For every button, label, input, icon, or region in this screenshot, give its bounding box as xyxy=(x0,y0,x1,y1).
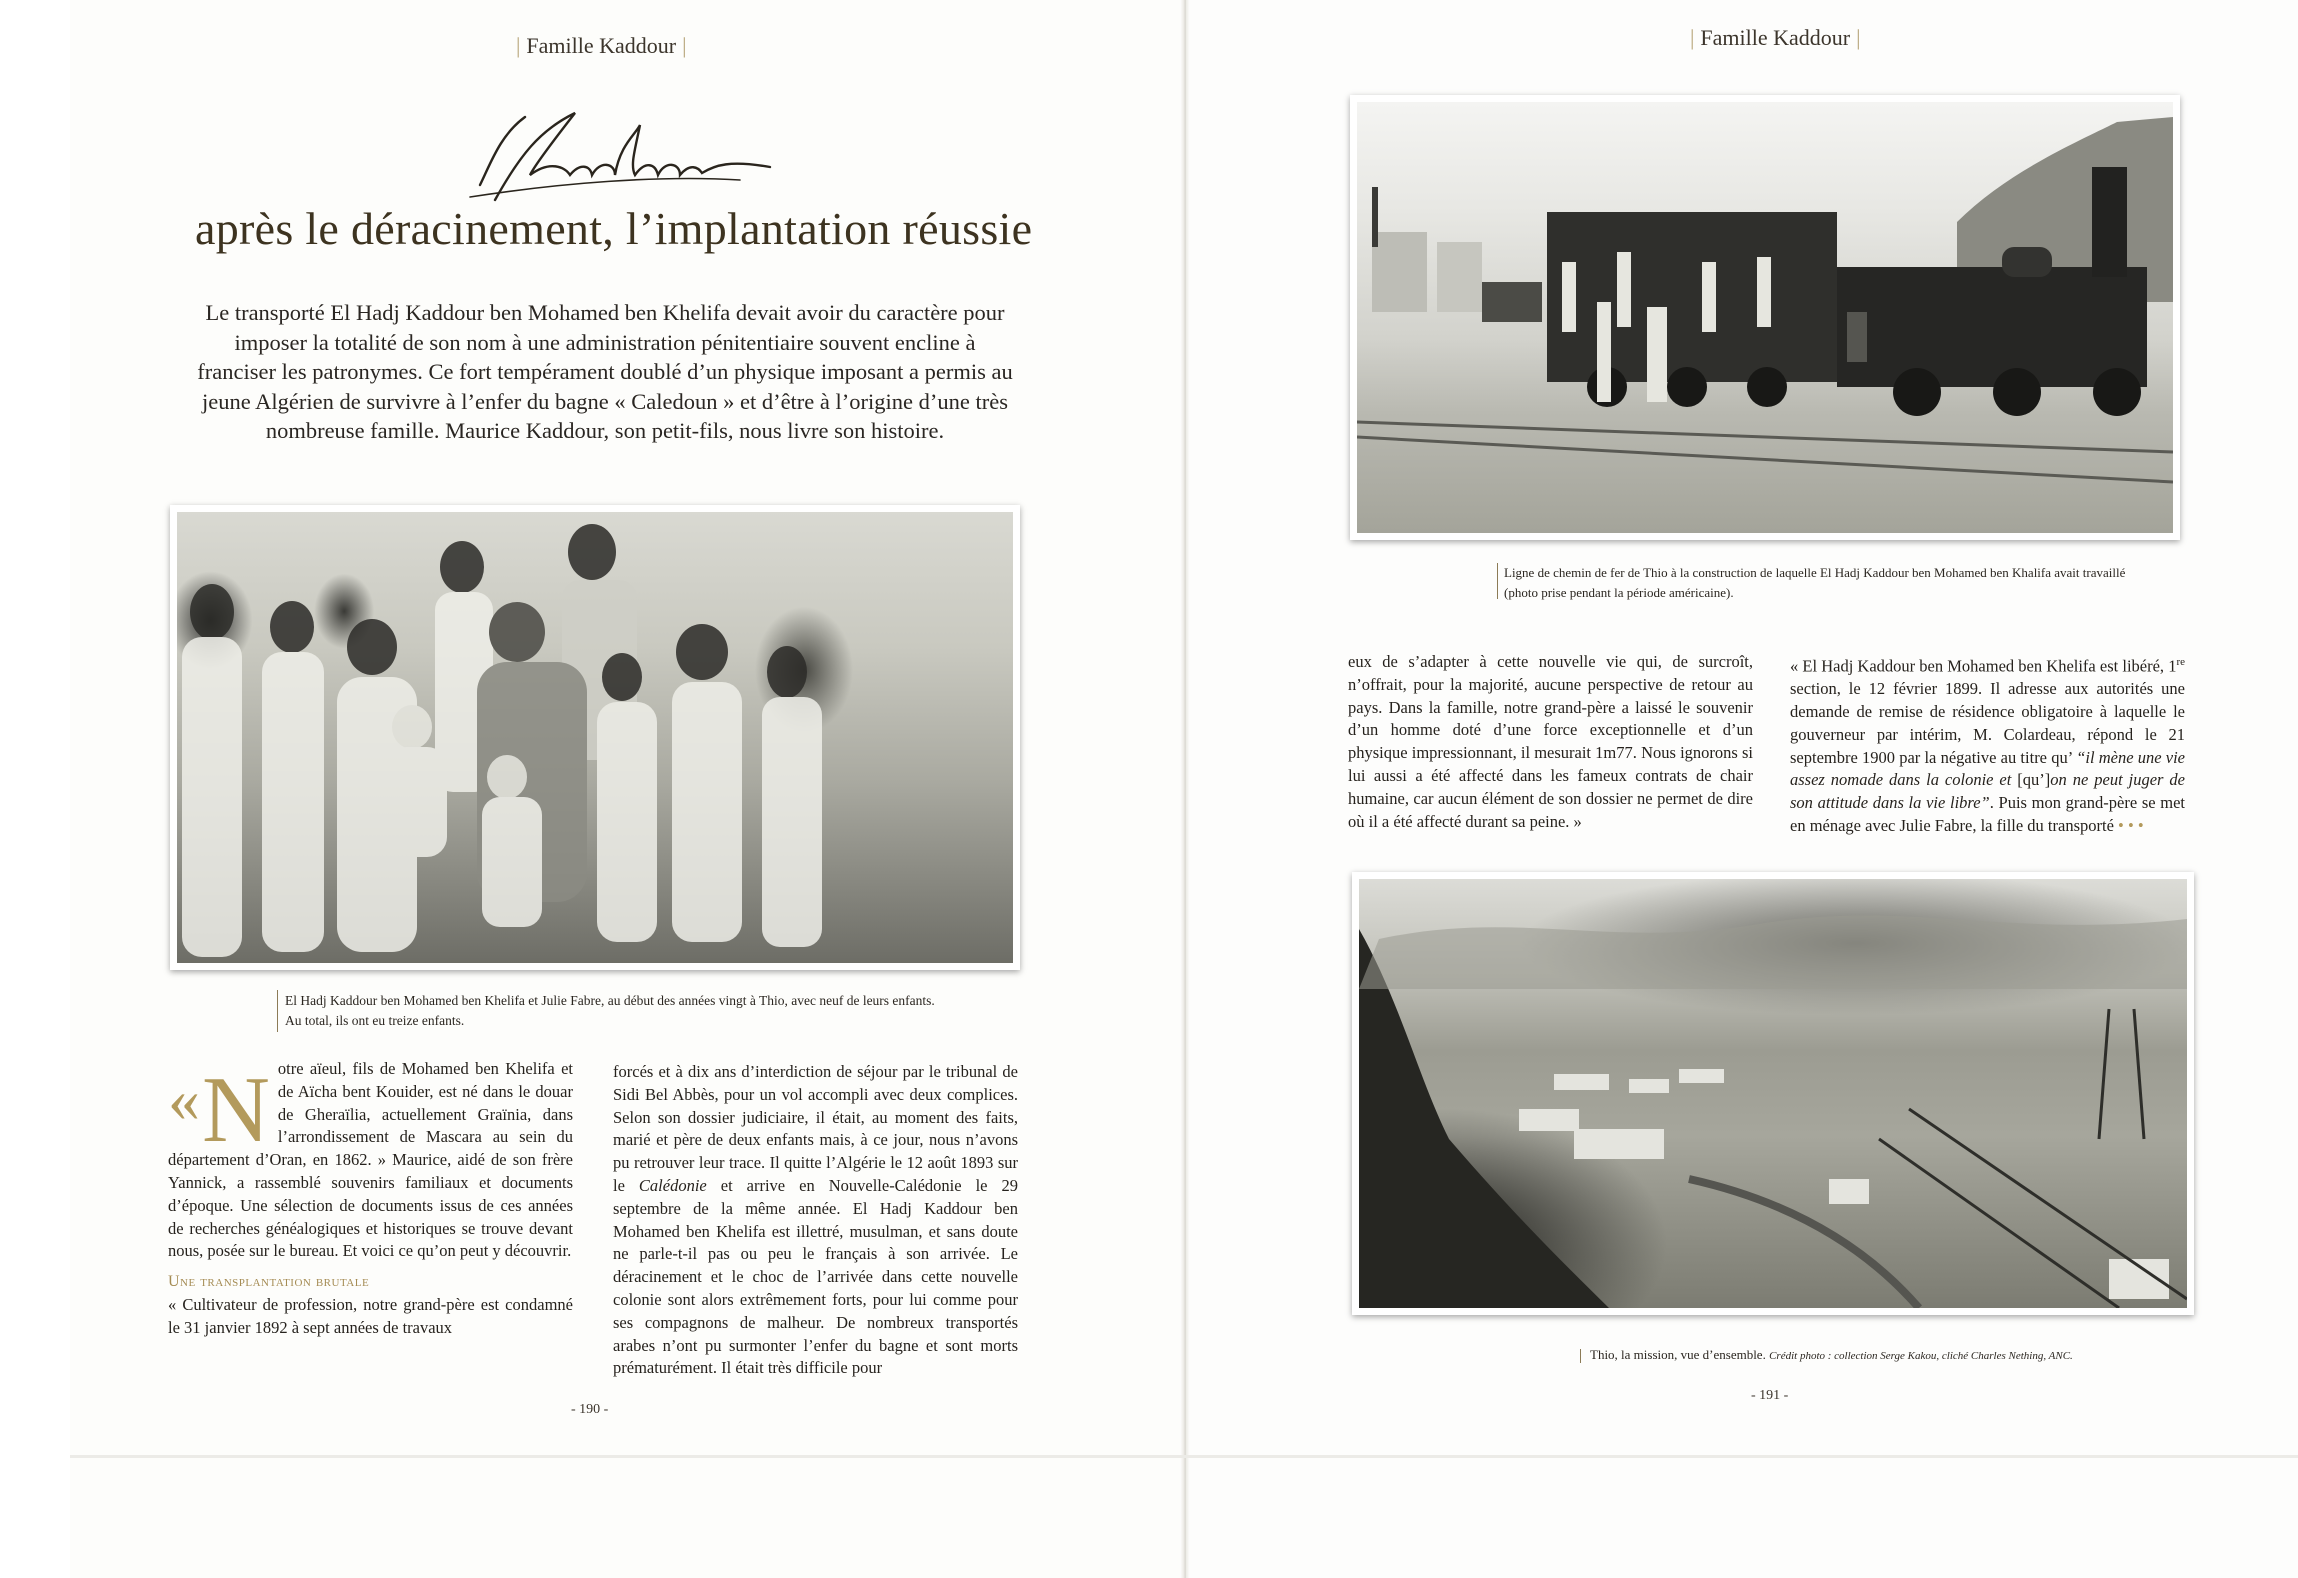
train-photo xyxy=(1350,95,2180,540)
train-photo-caption xyxy=(1504,563,2184,603)
mission-photo-caption xyxy=(1590,1345,2210,1366)
mission-photo xyxy=(1352,872,2194,1315)
family-photo-caption xyxy=(285,991,1045,1031)
family-caption-line-1: El Hadj Kaddour ben Mohamed ben Khelifa et Julie Fabre, au début des années vingt à Thio, avec neuf de leurs enfants. xyxy=(285,993,935,1008)
right-page-number: - 191 - xyxy=(1751,1388,1789,1403)
right-column-1: eux de s’adapter à cette nouvelle vie qui, de surcroît, n’offrait, pour la majorité, aucune perspective de retour au pays. Dans la famille, notre grand-père a laissé le souvenir d’un homme doté d’une force exceptionnelle et d’un physique impressionnant, il mesurait 1m77. Nous ignorons si lui aussi a été affecté dans les fameux contrats de chair humaine, car aucun élément de son dossier ne permet de dire où il a été affecté durant sa peine. » xyxy=(1348,652,1753,831)
left-running-header: | Famille Kaddour | xyxy=(516,33,687,58)
mission-photo-credit: Crédit photo : collection Serge Kakou, cliché Charles Nething, ANC. xyxy=(1769,1350,2073,1362)
train-caption-line-1: Ligne de chemin de fer de Thio à la construction de laquelle El Hadj Kaddour ben Mohamed ben Khalifa avait travaillé xyxy=(1504,565,2126,580)
right-column-2: « El Hadj Kaddour ben Mohamed ben Khelifa est libéré, 1re section, le 12 février 1899. Il adresse aux autorités une demande de remise de résidence obligatoire à laquelle le gouverneur par intérim, M. Colardeau, répond le 21 septembre 1900 par la négative au titre qu’ “il mène une vie assez nomade dans la colonie et [qu’]on ne peut juger de son attitude dans la vie libre”. Puis mon grand-père se met en ménage avec Julie Fabre, la fille du transporté • • • xyxy=(1790,656,2186,836)
right-running-header: | Famille Kaddour | xyxy=(1690,25,1861,50)
family-caption-bar xyxy=(277,990,278,1032)
family-photo xyxy=(170,505,1020,970)
spread-fold xyxy=(1180,0,1190,1578)
family-figures xyxy=(177,512,1013,963)
article-intro: Le transporté El Hadj Kaddour ben Mohamed ben Khelifa devait avoir du caractère pour imposer la totalité de son nom à une administration pénitentiaire souvent encline à franciser les patronymes. Ce fort tempérament doublé d’un physique imposant a permis au jeune Algérien de survivre à l’enfer du bagne « Caledoun » et d’être à l’origine d’une très nombreuse famille. Maurice Kaddour, son petit-fils, nous livre son histoire. xyxy=(197,300,1013,443)
left-col1-paragraph-2: « Cultivateur de profession, notre grand-père est condamné le 31 janvier 1892 à sept années de travaux xyxy=(168,1294,573,1337)
section-title: Une transplantation brutale xyxy=(168,1273,370,1291)
left-page-number: - 190 - xyxy=(571,1402,609,1417)
train-photo-image xyxy=(1357,102,2173,533)
family-photo-image xyxy=(177,512,1013,963)
mission-caption-text: Thio, la mission, vue d’ensemble. xyxy=(1590,1347,1766,1362)
drop-cap: «N xyxy=(168,1058,270,1162)
train-illustration xyxy=(1357,102,2173,533)
train-caption-bar xyxy=(1497,563,1498,599)
train-caption-line-2: (photo prise pendant la période américaine). xyxy=(1504,585,1734,600)
script-title-kaddour xyxy=(440,105,780,215)
mission-caption-bar xyxy=(1580,1349,1581,1363)
article-subtitle: après le déracinement, l’implantation réussie xyxy=(195,203,1033,254)
family-caption-line-2: Au total, ils ont eu treize enfants. xyxy=(285,1013,465,1028)
bottom-edge xyxy=(70,1455,2298,1458)
mission-photo-image xyxy=(1359,879,2187,1308)
left-column-1 xyxy=(168,1058,573,1340)
left-col1-paragraph: otre aïeul, fils de Mohamed ben Khelifa et de Aïcha bent Kouider, est né dans le douar de Gheraïlia, actuellement Graïnia, dans l’arrondissement de Mascara au sein du département d’Oran, en 1862. » Maurice, aidé de son frère Yannick, a rassemblé souvenirs familiaux et documents d’époque. Une sélection de documents issus de ces années de recherches généalogiques et historiques se trouve devant nous, posée sur le bureau. Et voici ce qu’on peut y découvrir. xyxy=(168,1059,573,1261)
mission-illustration xyxy=(1359,879,2187,1308)
left-column-2: forcés et à dix ans d’interdiction de séjour par le tribunal de Sidi Bel Abbès, pour un vol accompli avec deux complices. Selon son dossier judiciaire, il était, au moment des faits, marié et père de deux enfants mais, à ce jour, nous n’avons pu retrouver leur trace. Il quitte l’Algérie le 12 août 1893 sur le Calédonie et arrive en Nouvelle-Calédonie le 29 septembre de la même année. El Hadj Kaddour ben Mohamed ben Khelifa est illettré, musulman, et sans doute ne parle-t-il pas ou peu le français à son arrivée. Le déracinement et le choc de l’arrivée dans cette nouvelle colonie sont alors extrêmement forts, pour lui comme pour ses compagnons de malheur. De nombreux transportés arabes n’ont pu surmonter l’enfer du bagne et sont morts prématurément. Il était très difficile pour xyxy=(613,1062,1018,1378)
continuation-dots: • • • xyxy=(2118,816,2144,836)
